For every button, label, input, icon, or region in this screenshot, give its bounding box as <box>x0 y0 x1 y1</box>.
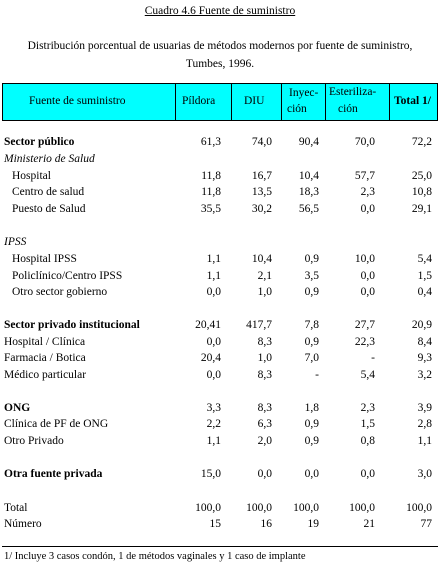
table-row <box>0 350 440 366</box>
row-label: Hospital / Clínica <box>4 336 86 348</box>
cell-value: 0,0 <box>206 286 221 298</box>
cell-value: 7,0 <box>304 352 319 364</box>
cell-value: 19 <box>307 518 319 530</box>
cell-value: 56,5 <box>298 203 319 215</box>
cell-value: 15 <box>209 518 221 530</box>
cell-value: 29,1 <box>411 203 432 215</box>
cell-value: 3,2 <box>417 369 432 381</box>
row-label: ONG <box>4 402 31 414</box>
table-row <box>0 466 440 482</box>
cell-value: 20,41 <box>195 319 221 331</box>
cell-value: 11,8 <box>201 186 221 198</box>
row-label: Total <box>4 502 28 514</box>
cell-value: 21 <box>363 518 375 530</box>
table-row <box>0 268 440 284</box>
table-row <box>0 284 440 300</box>
cell-value: 1,1 <box>206 270 221 282</box>
header-inyeccion-label-1: Inyec- <box>289 87 319 99</box>
cell-value: 70,0 <box>354 136 375 148</box>
cell-value: 18,3 <box>298 186 319 198</box>
cell-value: 3,3 <box>206 402 221 414</box>
cell-value: 20,4 <box>200 352 221 364</box>
cell-value: 10,8 <box>411 186 432 198</box>
cell-value: 77 <box>420 518 432 530</box>
cell-value: 16 <box>260 518 272 530</box>
header-pildora <box>175 84 231 120</box>
cell-value: 3,5 <box>304 270 319 282</box>
cell-value: 6,3 <box>257 418 272 430</box>
table-row <box>0 201 440 217</box>
cell-value: 2,1 <box>257 270 272 282</box>
table-title-text: Cuadro 4.6 Fuente de suministro <box>144 5 296 17</box>
cell-value: 7,8 <box>304 319 319 331</box>
cell-value: 0,9 <box>304 286 319 298</box>
cell-value: 0,0 <box>360 468 375 480</box>
cell-value: 1,1 <box>206 435 221 447</box>
cell-value: 1,5 <box>417 270 432 282</box>
cell-value: 2,3 <box>360 186 375 198</box>
row-label: Centro de salud <box>12 186 85 198</box>
cell-value: 2,8 <box>417 418 432 430</box>
cell-value: 2,3 <box>360 402 375 414</box>
table-row <box>0 234 440 250</box>
cell-value: 100,0 <box>293 502 319 514</box>
footnote-divider <box>2 546 438 547</box>
table-row <box>0 334 440 350</box>
row-label: Ministerio de Salud <box>4 153 95 165</box>
cell-value: 100,0 <box>406 502 432 514</box>
cell-value: 0,9 <box>304 435 319 447</box>
cell-value: 25,0 <box>411 170 432 182</box>
cell-value: 0,0 <box>360 270 375 282</box>
table-row <box>0 251 440 267</box>
row-label: IPSS <box>4 236 27 248</box>
cell-value: 15,0 <box>200 468 221 480</box>
row-label: Clínica de PF de ONG <box>4 418 109 430</box>
row-label: Farmacia / Botica <box>4 352 86 364</box>
table-subtitle <box>0 37 440 73</box>
cell-value: 0,9 <box>304 253 319 265</box>
subtitle-line-2: Tumbes, 1996. <box>185 58 255 70</box>
cell-value: 90,4 <box>298 136 319 148</box>
cell-value: 8,3 <box>257 369 272 381</box>
cell-value: 0,0 <box>304 468 319 480</box>
cell-value: 0,0 <box>360 203 375 215</box>
cell-value: 10,4 <box>251 253 272 265</box>
table-row <box>0 317 440 333</box>
cell-value: 1,0 <box>257 352 272 364</box>
header-source-label: Fuente de suministro <box>29 95 126 107</box>
row-label: Otro sector gobierno <box>12 286 108 298</box>
row-label: Otro Privado <box>4 435 64 447</box>
cell-value: 72,2 <box>411 136 432 148</box>
header-esterilizacion <box>325 84 389 120</box>
cell-value: 3,9 <box>417 402 432 414</box>
cell-value: 8,4 <box>417 336 432 348</box>
cell-value: 2,0 <box>257 435 272 447</box>
row-label: Policlínico/Centro IPSS <box>12 270 123 282</box>
cell-value: 13,5 <box>251 186 272 198</box>
cell-value: 0,0 <box>257 468 272 480</box>
cell-value: - <box>315 369 319 381</box>
cell-value: - <box>371 352 375 364</box>
table-row <box>0 416 440 432</box>
cell-value: 0,9 <box>304 418 319 430</box>
cell-value: 0,0 <box>206 369 221 381</box>
cell-value: 22,3 <box>354 336 375 348</box>
header-total <box>389 84 437 120</box>
table-number-title <box>0 5 440 17</box>
table-row <box>0 500 440 516</box>
table-row <box>0 433 440 449</box>
cell-value: 3,0 <box>417 468 432 480</box>
cell-value: 0,4 <box>417 286 432 298</box>
row-label: Médico particular <box>4 369 87 381</box>
table-row <box>0 400 440 416</box>
cell-value: 0,0 <box>360 286 375 298</box>
table-row <box>0 134 440 150</box>
cell-value: 27,7 <box>354 319 375 331</box>
header-total-label: Total 1/ <box>394 95 431 107</box>
row-label: Sector privado institucional <box>4 319 140 331</box>
cell-value: 1,5 <box>360 418 375 430</box>
cell-value: 5,4 <box>417 253 432 265</box>
row-label: Hospital IPSS <box>12 253 77 265</box>
row-label: Hospital <box>12 170 51 182</box>
header-diu <box>231 84 281 120</box>
table-row <box>0 151 440 167</box>
subtitle-line-1: Distribución porcentual de usuarias de métodos modernos por fuente de suministro, <box>27 40 413 52</box>
cell-value: 1,0 <box>257 286 272 298</box>
cell-value: 57,7 <box>354 170 375 182</box>
table-header <box>2 83 438 121</box>
table-row <box>0 516 440 532</box>
cell-value: 1,1 <box>206 253 221 265</box>
cell-value: 100,0 <box>195 502 221 514</box>
cell-value: 30,2 <box>251 203 272 215</box>
cell-value: 100,0 <box>246 502 272 514</box>
header-esterilizacion-label-2: ción <box>338 103 358 115</box>
cell-value: 0,8 <box>360 435 375 447</box>
table-row <box>0 184 440 200</box>
cell-value: 100,0 <box>349 502 375 514</box>
cell-value: 0,9 <box>304 336 319 348</box>
cell-value: 417,7 <box>246 319 272 331</box>
cell-value: 35,5 <box>200 203 221 215</box>
table-row <box>0 168 440 184</box>
cell-value: 8,3 <box>257 402 272 414</box>
row-label: Número <box>4 518 42 530</box>
footnote: 1/ Incluye 3 casos condón, 1 de métodos vaginales y 1 caso de implante <box>4 551 306 562</box>
cell-value: 9,3 <box>417 352 432 364</box>
cell-value: 1,1 <box>417 435 432 447</box>
cell-value: 61,3 <box>200 136 221 148</box>
header-diu-label: DIU <box>244 95 265 107</box>
cell-value: 5,4 <box>360 369 375 381</box>
header-inyeccion-label-2: ción <box>287 103 307 115</box>
cell-value: 1,8 <box>304 402 319 414</box>
table-row <box>0 367 440 383</box>
cell-value: 16,7 <box>251 170 272 182</box>
header-source <box>3 84 175 120</box>
cell-value: 0,0 <box>206 336 221 348</box>
header-pildora-label: Píldora <box>182 95 216 107</box>
cell-value: 11,8 <box>201 170 221 182</box>
header-esterilizacion-label-1: Esteriliza- <box>329 86 377 98</box>
header-inyeccion <box>281 84 325 120</box>
cell-value: 10,0 <box>354 253 375 265</box>
cell-value: 20,9 <box>411 319 432 331</box>
cell-value: 74,0 <box>251 136 272 148</box>
cell-value: 2,2 <box>206 418 221 430</box>
row-label: Otra fuente privada <box>4 468 103 480</box>
cell-value: 10,4 <box>298 170 319 182</box>
row-label: Puesto de Salud <box>12 203 86 215</box>
cell-value: 8,3 <box>257 336 272 348</box>
row-label: Sector público <box>4 136 75 148</box>
